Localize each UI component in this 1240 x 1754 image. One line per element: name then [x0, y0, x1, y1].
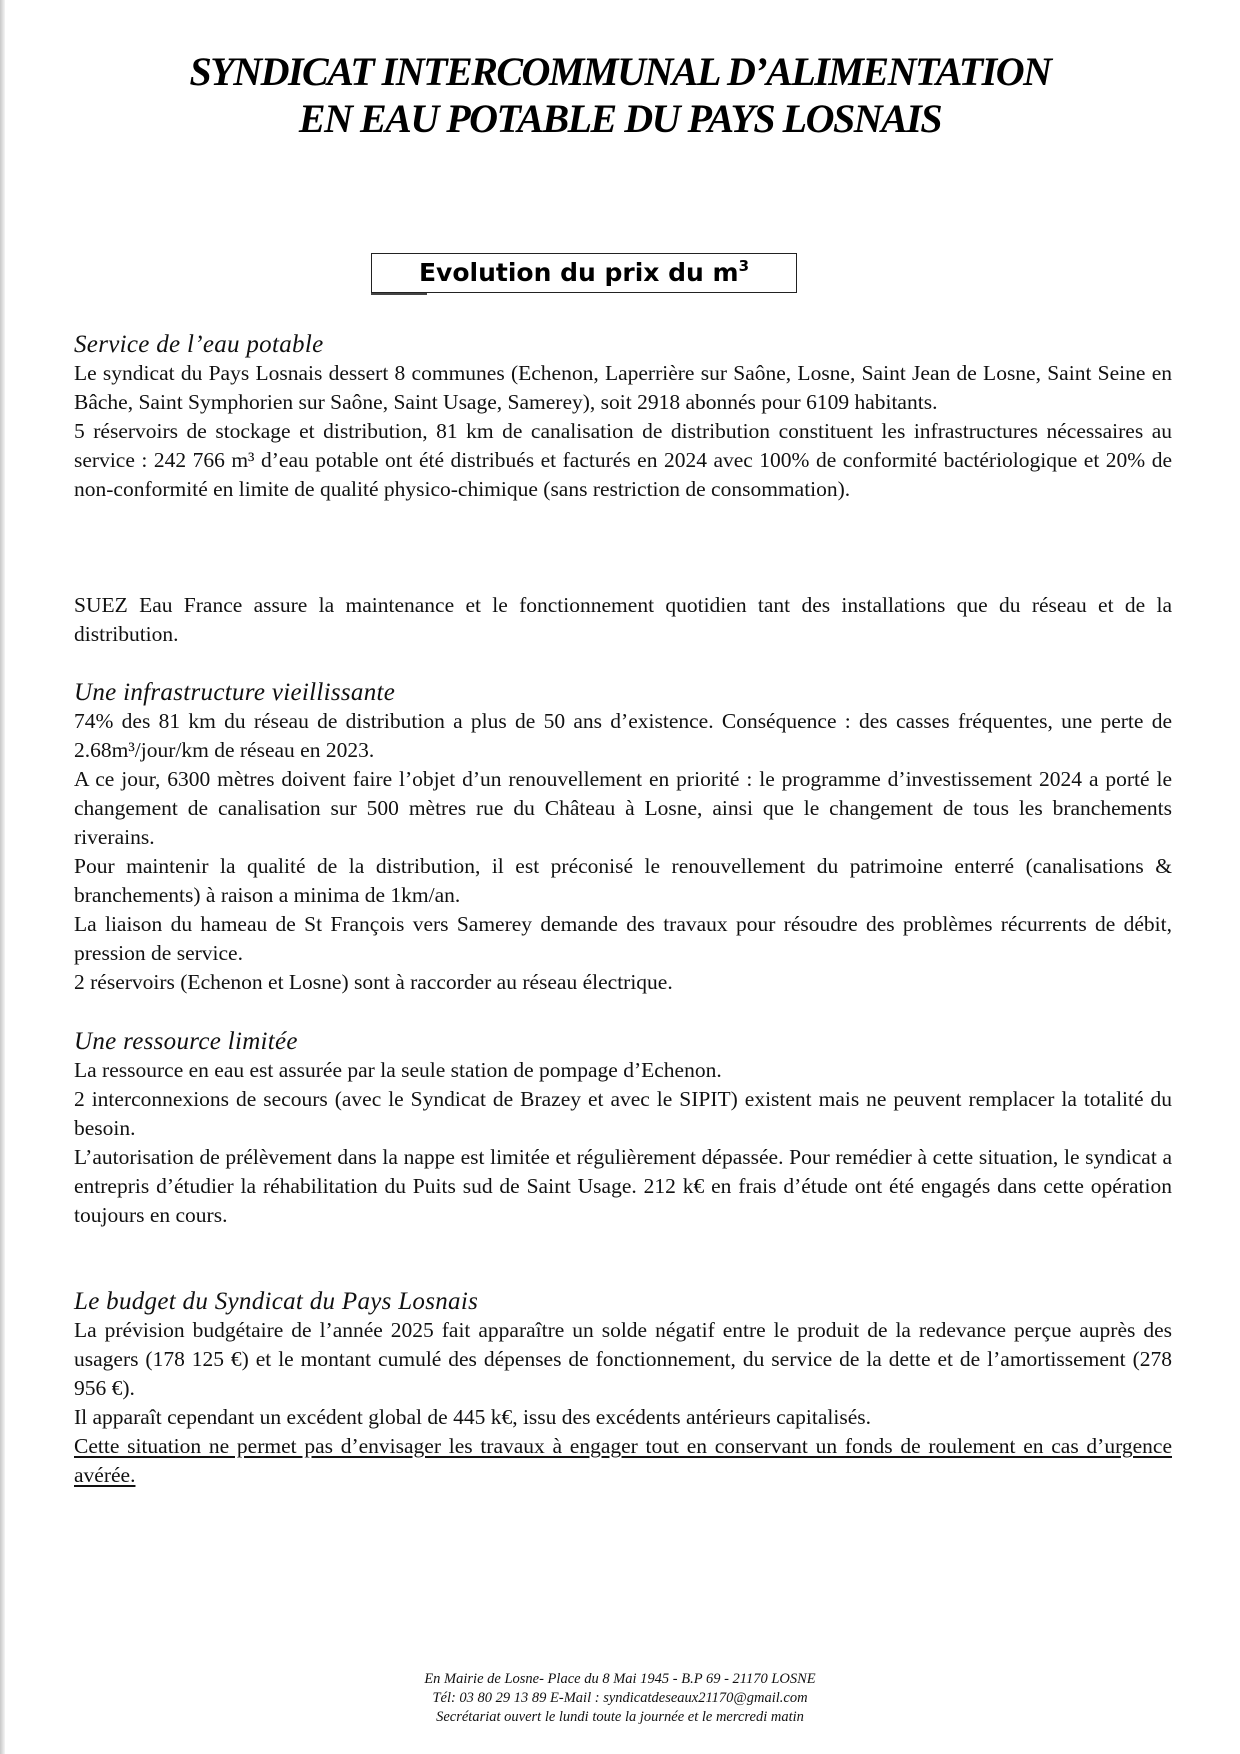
title-box-shadow [371, 293, 427, 295]
header-line-2: EN EAU POTABLE DU PAYS LOSNAIS [298, 96, 942, 141]
ressource-paragraph-2: 2 interconnexions de secours (avec le Syndicat de Brazey et avec le SIPIT) existent mais ne peuvent remplacer la totalité du besoin. [74, 1087, 1172, 1140]
section-heading-ressource: Une ressource limitée [74, 1028, 298, 1055]
infrastructure-paragraph-3: Pour maintenir la qualité de la distribution, il est préconisé le renouvellement du patrimoine enterré (canalisations & branchements) à raison a minima de 1km/an. [74, 854, 1172, 907]
scan-edge [0, 0, 5, 1754]
budget-paragraph-2: Il apparaît cependant un excédent global de 445 k€, issu des excédents antérieurs capitalisés. [74, 1405, 872, 1429]
section-body-ressource [74, 1056, 1172, 1230]
section-body-infrastructure [74, 707, 1172, 997]
section-body-service-operator [74, 591, 1172, 649]
title-superscript: 3 [738, 257, 750, 275]
footer-contact: Tél: 03 80 29 13 89 E-Mail : syndicatdeseaux21170@gmail.com [432, 1690, 808, 1706]
ressource-paragraph-1: La ressource en eau est assurée par la seule station de pompage d’Echenon. [74, 1058, 722, 1082]
section-heading-service: Service de l’eau potable [74, 331, 324, 358]
ressource-paragraph-3: L’autorisation de prélèvement dans la nappe est limitée et régulièrement dépassée. Pour remédier à cette situation, le syndicat a entrepris d’étudier la réhabilitation du Puits sud de Saint Usage. 212 k€ en frais d’étude ont été engagés dans cette opération toujours en cours. [74, 1145, 1172, 1227]
infrastructure-paragraph-1: 74% des 81 km du réseau de distribution a plus de 50 ans d’existence. Conséquence : des casses fréquentes, une perte de 2.68m³/jour/km de réseau en 2023. [74, 709, 1172, 762]
section-body-budget [74, 1316, 1172, 1490]
infrastructure-paragraph-5: 2 réservoirs (Echenon et Losne) sont à raccorder au réseau électrique. [74, 970, 673, 994]
infrastructure-paragraph-2: A ce jour, 6300 mètres doivent faire l’objet d’un renouvellement en priorité : le programme d’investissement 2024 a porté le changement de canalisation sur 500 mètres rue du Château à Losne, ainsi que le changement de tous les branchements riverains. [74, 767, 1172, 849]
footer-hours: Secrétariat ouvert le lundi toute la journée et le mercredi matin [436, 1709, 804, 1725]
document-footer [300, 1670, 940, 1727]
service-paragraph-1: Le syndicat du Pays Losnais dessert 8 communes (Echenon, Laperrière sur Saône, Losne, Saint Jean de Losne, Saint Seine en Bâche, Saint Symphorien sur Saône, Saint Usage, Samerey), soit 2918 abonnés pour 6109 habitants. [74, 361, 1172, 414]
service-paragraph-3: SUEZ Eau France assure la maintenance et le fonctionnement quotidien tant des installations que du réseau et de la distribution. [74, 593, 1172, 646]
document-title [371, 253, 797, 293]
title-text: Evolution du prix du m [418, 258, 739, 287]
budget-paragraph-3: Cette situation ne permet pas d’envisager les travaux à engager tout en conservant un fonds de roulement en cas d’urgence avérée. [74, 1434, 1172, 1487]
section-heading-budget: Le budget du Syndicat du Pays Losnais [74, 1288, 479, 1315]
section-body-service [74, 359, 1172, 504]
section-heading-infrastructure: Une infrastructure vieillissante [74, 679, 396, 706]
header-line-1: SYNDICAT INTERCOMMUNAL D’ALIMENTATION [189, 49, 1051, 94]
budget-paragraph-1: La prévision budgétaire de l’année 2025 fait apparaître un solde négatif entre le produit de la redevance perçue auprès des usagers (178 125 €) et le montant cumulé des dépenses de fonctionnement, du service de la dette et de l’amortissement (278 956 €). [74, 1318, 1172, 1400]
footer-address: En Mairie de Losne- Place du 8 Mai 1945 - B.P 69 - 21170 LOSNE [424, 1671, 816, 1687]
service-paragraph-2: 5 réservoirs de stockage et distribution, 81 km de canalisation de distribution constituent les infrastructures nécessaires au service : 242 766 m³ d’eau potable ont été distribués et facturés en 2024 avec 100% de conformité bactériologique et 20% de non-conformité en limite de qualité physico-chimique (sans restriction de consommation). [74, 419, 1172, 501]
document-header [60, 48, 1180, 142]
infrastructure-paragraph-4: La liaison du hameau de St François vers Samerey demande des travaux pour résoudre des problèmes récurrents de débit, pression de service. [74, 912, 1172, 965]
